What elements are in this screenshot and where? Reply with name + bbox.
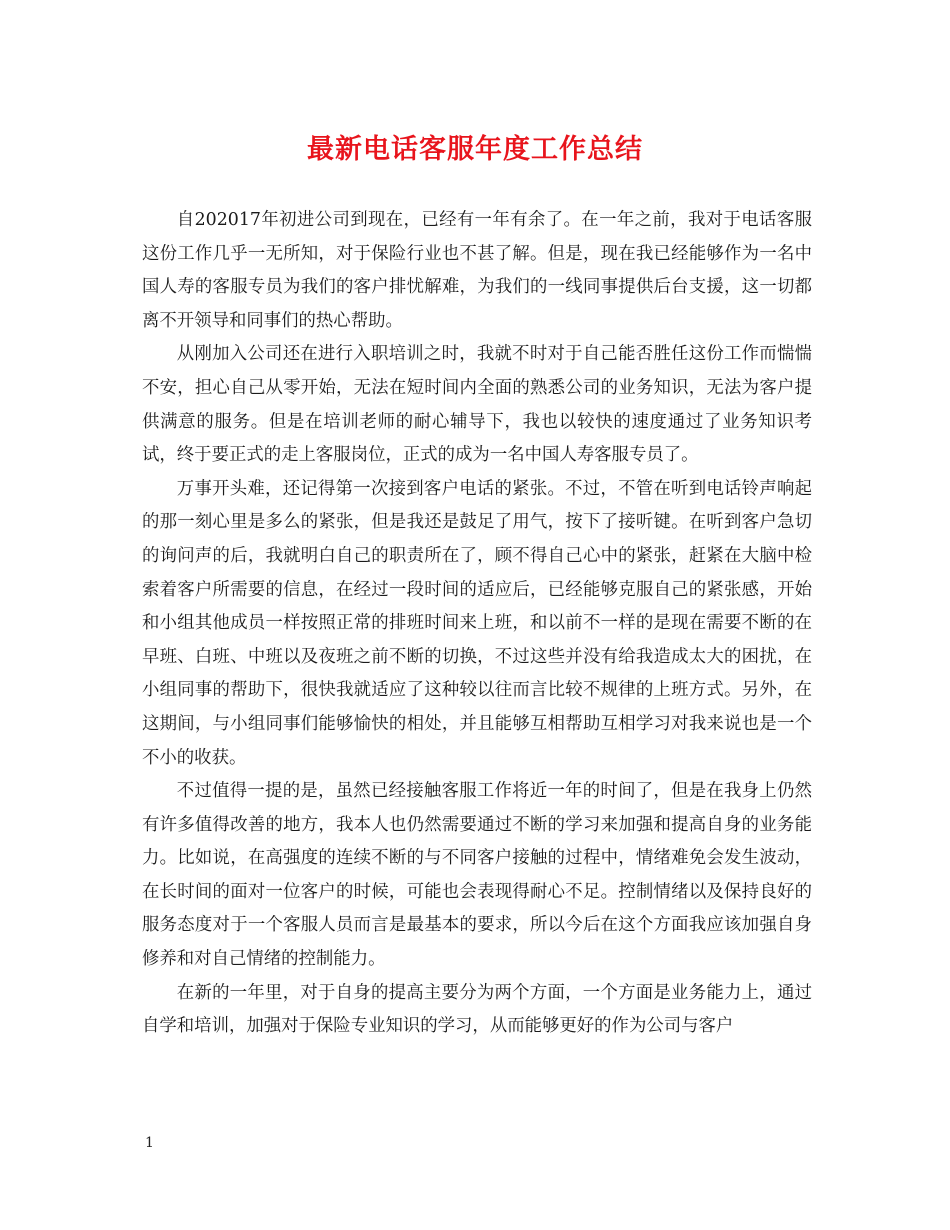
paragraph-5: 在新的一年里，对于自身的提高主要分为两个方面，一个方面是业务能力上，通过自学和培训，加强对于保险专业知识的学习，从而能够更好的作为公司与客户 bbox=[142, 982, 812, 1037]
paragraph-3: 万事开头难，还记得第一次接到客户电话的紧张。不过，不管在听到电话铃声响起的那一刻心里是多么的紧张，但是我还是鼓足了用气，按下了接听键。在听到客户急切的询问声的后，我就明白自己的职责所在了，顾不得自己心中的紧张，赶紧在大脑中检索着客户所需要的信息，在经过一段时间的适应后，已经能够克服自己的紧张感，开始和小组其他成员一样按照正常的排班时间来上班，和以前不一样的是现在需要不断的在早班、白班、中班以及夜班之前不断的切换，不过这些并没有给我造成太大的困扰，在小组同事的帮助下，很快我就适应了这种较以往而言比较不规律的上班方式。另外，在这期间，与小组同事们能够愉快的相处，并且能够互相帮助互相学习对我来说也是一个不小的收获。 bbox=[142, 478, 812, 768]
document-title: 最新电话客服年度工作总结 bbox=[307, 134, 643, 165]
paragraph-1: 自202017年初进公司到现在，已经有一年有余了。在一年之前，我对于电话客服这份工作几乎一无所知，对于保险行业也不甚了解。但是，现在我已经能够作为一名中国人寿的客服专员为我们的客户排忧解难，为我们的一线同事提供后台支援，这一切都离不开领导和同事们的热心帮助。 bbox=[142, 210, 812, 331]
paragraph-2: 从刚加入公司还在进行入职培训之时，我就不时对于自己能否胜任这份工作而惴惴不安，担心自己从零开始，无法在短时间内全面的熟悉公司的业务知识，无法为客户提供满意的服务。但是在培训老师的耐心辅导下，我也以较快的速度通过了业务知识考试，终于要正式的走上客服岗位，正式的成为一名中国人寿客服专员了。 bbox=[142, 344, 812, 466]
page-number: 1 bbox=[145, 1135, 154, 1151]
document-body bbox=[142, 204, 812, 1044]
paragraph-4: 不过值得一提的是，虽然已经接触客服工作将近一年的时间了，但是在我身上仍然有许多值得改善的地方，我本人也仍然需要通过不断的学习来加强和提高自身的业务能力。比如说，在高强度的连续不断的与不同客户接触的过程中，情绪难免会发生波动，在长时间的面对一位客户的时候，可能也会表现得耐心不足。控制情绪以及保持良好的服务态度对于一个客服人员而言是最基本的要求，所以今后在这个方面我应该加强自身修养和对自己情绪的控制能力。 bbox=[142, 781, 812, 970]
